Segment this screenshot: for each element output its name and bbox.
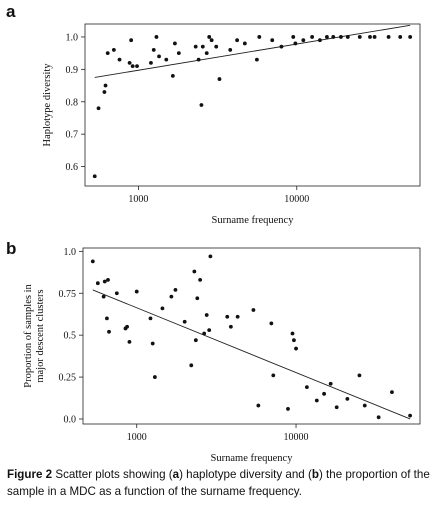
chart-b-data-point xyxy=(207,328,211,332)
chart-b-x-tick-label: 10000 xyxy=(283,432,309,443)
scatter-plot-haplotype-diversity xyxy=(0,0,447,240)
chart-b-data-point xyxy=(252,308,256,312)
chart-a-y-tick-label: 0.9 xyxy=(65,64,78,76)
chart-b-trend-line xyxy=(93,290,410,419)
chart-a-data-point xyxy=(291,35,295,39)
chart-a-data-point xyxy=(255,58,259,62)
chart-a-data-point xyxy=(339,35,343,39)
chart-b-data-point xyxy=(322,392,326,396)
chart-b-data-point xyxy=(205,313,209,317)
chart-b-data-point xyxy=(189,363,193,367)
chart-b-data-point xyxy=(195,296,199,300)
chart-a-data-point xyxy=(205,51,209,55)
chart-a-data-point xyxy=(164,58,168,62)
chart-b-data-point xyxy=(135,290,139,294)
chart-a-plot-frame xyxy=(85,24,420,186)
caption-text-3: ) the proportion of the sample in a MDC as a function of the surname frequency. xyxy=(7,468,430,498)
chart-b-data-point xyxy=(271,373,275,377)
chart-b-data-point xyxy=(286,407,290,411)
chart-b-data-point xyxy=(153,375,157,379)
chart-a-data-point xyxy=(201,45,205,49)
chart-a-data-point xyxy=(398,35,402,39)
chart-a-data-point xyxy=(104,84,108,88)
chart-a-data-point xyxy=(93,174,97,178)
chart-b-data-point xyxy=(305,385,309,389)
chart-a-data-point xyxy=(128,61,132,65)
chart-b-data-point xyxy=(103,280,107,284)
chart-b-data-point xyxy=(358,373,362,377)
chart-a-data-point xyxy=(228,48,232,52)
chart-a-data-point xyxy=(235,38,239,42)
chart-a-data-point xyxy=(358,35,362,39)
chart-b-data-point xyxy=(377,415,381,419)
chart-b-y-tick-label: 0.75 xyxy=(58,288,76,300)
chart-a-data-point xyxy=(270,38,274,42)
chart-a-data-point xyxy=(157,55,161,59)
chart-a-data-point xyxy=(346,35,350,39)
chart-a-data-point xyxy=(194,45,198,49)
chart-b-data-point xyxy=(345,397,349,401)
chart-a-x-axis-label: Surname frequency xyxy=(211,215,294,226)
chart-b-data-point xyxy=(408,414,412,418)
chart-a-data-point xyxy=(152,48,156,52)
chart-b-plot-frame xyxy=(83,248,420,424)
chart-b-data-point xyxy=(294,347,298,351)
chart-a-data-point xyxy=(155,35,159,39)
chart-b-data-point xyxy=(169,295,173,299)
chart-b-data-point xyxy=(149,317,153,321)
chart-a-data-point xyxy=(210,38,214,42)
chart-a-data-point xyxy=(243,42,247,46)
chart-b-y-tick-label: 0.25 xyxy=(58,372,76,384)
chart-b-data-point xyxy=(335,405,339,409)
chart-b-data-point xyxy=(269,322,273,326)
chart-a-data-point xyxy=(135,64,139,68)
chart-b-data-point xyxy=(291,332,295,336)
chart-a-data-point xyxy=(280,45,284,49)
chart-b-y-tick-label: 0.5 xyxy=(63,330,76,342)
chart-a-trend-line xyxy=(95,25,410,77)
chart-a-data-point xyxy=(118,58,122,62)
chart-a-data-point xyxy=(408,35,412,39)
chart-a-y-axis-label: Haplotype diversity xyxy=(42,63,53,147)
chart-b-data-point xyxy=(106,278,110,282)
chart-b-data-point xyxy=(105,317,109,321)
chart-a-data-point xyxy=(149,61,153,65)
caption-text-1: Scatter plots showing ( xyxy=(52,468,173,481)
chart-a-data-point xyxy=(373,35,377,39)
chart-b-data-point xyxy=(91,260,95,264)
chart-a-data-point xyxy=(106,51,110,55)
chart-b-data-point xyxy=(128,340,132,344)
chart-a-x-tick-label: 1000 xyxy=(128,194,149,205)
chart-b-data-point xyxy=(174,288,178,292)
chart-a-y-tick-label: 0.6 xyxy=(65,162,78,174)
chart-a-data-point xyxy=(177,51,181,55)
chart-a-y-tick-label: 0.8 xyxy=(65,97,78,109)
chart-a-data-point xyxy=(214,45,218,49)
chart-b-x-axis-label: Surname frequency xyxy=(210,453,293,464)
chart-a-data-point xyxy=(200,103,204,107)
chart-a-data-point xyxy=(257,35,261,39)
chart-b-data-point xyxy=(198,278,202,282)
chart-b-data-point xyxy=(229,325,233,329)
chart-b-data-point xyxy=(183,320,187,324)
chart-a-data-point xyxy=(129,38,133,42)
chart-b-data-point xyxy=(329,382,333,386)
chart-a-data-point xyxy=(131,64,135,68)
chart-b-data-point xyxy=(161,306,165,310)
chart-a-data-point xyxy=(325,35,329,39)
caption-text-2: ) haplotype diversity and ( xyxy=(179,468,312,481)
scatter-plot-proportion-mdc xyxy=(0,238,447,468)
chart-b-data-point xyxy=(151,342,155,346)
chart-b-data-point xyxy=(225,315,229,319)
chart-b-data-point xyxy=(107,330,111,334)
chart-a-data-point xyxy=(171,74,175,78)
chart-a-data-point xyxy=(173,42,177,46)
panel-a-letter: a xyxy=(6,2,16,21)
chart-a-data-point xyxy=(301,38,305,42)
chart-b-data-point xyxy=(208,254,212,258)
chart-b-data-point xyxy=(125,325,129,329)
chart-b-data-point xyxy=(115,291,119,295)
chart-a-data-point xyxy=(103,90,107,94)
chart-b-data-point xyxy=(194,338,198,342)
chart-b-data-point xyxy=(315,399,319,403)
chart-a-data-point xyxy=(218,77,222,81)
figure-caption xyxy=(7,466,443,500)
chart-a-data-point xyxy=(197,58,201,62)
chart-a-data-point xyxy=(112,48,116,52)
chart-b-data-point xyxy=(292,338,296,342)
chart-b-y-tick-label: 1.0 xyxy=(63,246,76,258)
chart-b-x-tick-label: 1000 xyxy=(126,432,147,443)
chart-a-data-point xyxy=(293,42,297,46)
caption-panel-a: a xyxy=(172,468,180,481)
chart-b-data-point xyxy=(363,404,367,408)
chart-a-y-tick-label: 1.0 xyxy=(65,32,78,44)
chart-a-data-point xyxy=(331,35,335,39)
caption-panel-b: b xyxy=(311,468,319,481)
chart-a-y-tick-label: 0.7 xyxy=(65,129,78,141)
caption-label: Figure 2 xyxy=(7,468,53,481)
chart-a-data-point xyxy=(97,106,101,110)
chart-a-x-tick-label: 10000 xyxy=(284,194,310,205)
chart-b-y-axis-label: Proportion of samples inmajor descent clusters xyxy=(23,284,46,388)
chart-b-data-point xyxy=(390,390,394,394)
panel-b-letter: b xyxy=(6,239,17,258)
chart-a-data-point xyxy=(387,35,391,39)
chart-b-data-point xyxy=(192,270,196,274)
chart-b-data-point xyxy=(236,315,240,319)
chart-b-data-point xyxy=(102,295,106,299)
chart-a-data-point xyxy=(310,35,314,39)
chart-b-data-point xyxy=(96,281,100,285)
chart-b-y-tick-label: 0.0 xyxy=(63,414,76,426)
chart-a-data-point xyxy=(368,35,372,39)
chart-a-data-point xyxy=(318,38,322,42)
chart-b-data-point xyxy=(256,404,260,408)
chart-a-data-point xyxy=(207,35,211,39)
chart-b-data-point xyxy=(202,332,206,336)
